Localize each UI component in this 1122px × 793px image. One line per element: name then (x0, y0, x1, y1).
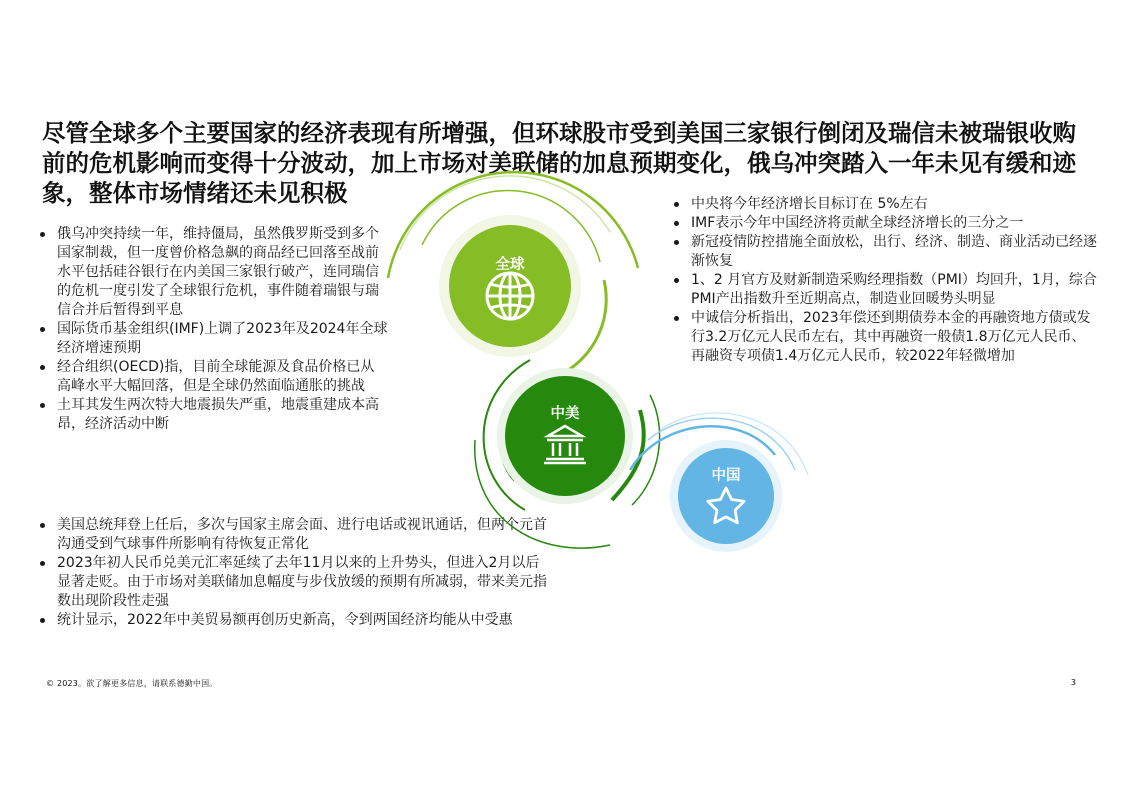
china-node (670, 440, 782, 552)
list-item: 中央将今年经济增长目标订在 5%左右 (672, 195, 1097, 214)
list-item: 国际货币基金组织(IMF)上调了2023年及2024年全球经济增速预期 (38, 320, 388, 358)
us-china-node (497, 368, 633, 504)
us-china-label: 中美 (550, 406, 580, 422)
list-item: 经合组织(OECD)指，目前全球能源及食品价格已从高峰水平大幅回落，但是全球仍然面临通胀的挑战 (38, 358, 388, 396)
list-item: 美国总统拜登上任后，多次与国家主席会面、进行电话或视讯通话，但两个元首沟通受到气球事件所影响有待恢复正常化 (38, 516, 548, 554)
globe-icon (487, 273, 533, 319)
global-label: 全球 (495, 257, 525, 273)
list-item: 2023年初人民币兑美元汇率延续了去年11月以来的上升势头，但进入2月以后显著走贬。由于市场对美联储加息幅度与步伐放缓的预期有所减弱，带来美元指数出现阶段性走强 (38, 554, 548, 611)
footer-copyright: © 2023。欲了解更多信息，请联系德勤中国。 (46, 679, 218, 688)
list-item: 新冠疫情防控措施全面放松，出行、经济、制造、商业活动已经逐渐恢复 (672, 233, 1097, 271)
china-label: 中国 (711, 468, 741, 484)
list-item: 土耳其发生两次特大地震损失严重，地震重建成本高昂，经济活动中断 (38, 396, 388, 434)
list-item: 统计显示，2022年中美贸易额再创历史新高，令到两国经济均能从中受惠 (38, 611, 548, 630)
page-number: 3 (1070, 678, 1076, 687)
list-item: 1、2 月官方及财新制造采购经理指数（PMI）均回升，1月，综合PMI产出指数升至近期高点，制造业回暖势头明显 (672, 271, 1097, 309)
page-title: 尽管全球多个主要国家的经济表现有所增强，但环球股市受到美国三家银行倒闭及瑞信未被瑞银收购前的危机影响而变得十分波动，加上市场对美联储的加息预期变化，俄乌冲突踏入一年未见有缓和迹象，整体市场情绪还未见积极 (42, 119, 1076, 207)
list-item: 俄乌冲突持续一年，维持僵局，虽然俄罗斯受到多个国家制裁，但一度曾价格急飙的商品经已回落至战前水平包括硅谷银行在内美国三家银行破产，连同瑞信的危机一度引发了全球银行危机，事件随着瑞银与瑞信合并后暂得到平息 (38, 225, 388, 320)
list-item: 中诚信分析指出，2023年偿还到期债券本金的再融资地方债或发行3.2万亿元人民币左右，其中再融资一般债1.8万亿元人民币、再融资专项债1.4万亿元人民币，较2022年轻微增加 (672, 309, 1097, 366)
global-node (439, 215, 581, 357)
list-item: IMF表示今年中国经济将贡献全球经济增长的三分之一 (672, 214, 1097, 233)
